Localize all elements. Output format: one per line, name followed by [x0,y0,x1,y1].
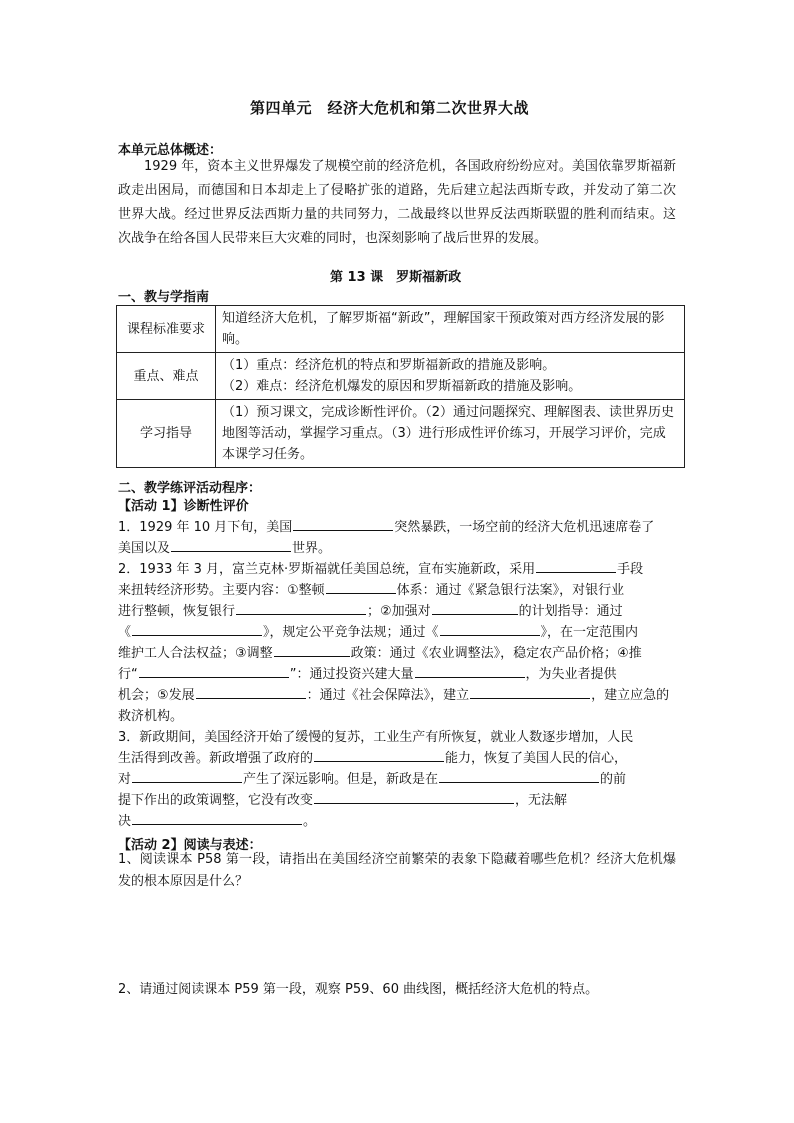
answer-blank[interactable] [274,642,350,657]
question-2-line-3: 进行整顿，恢复银行 ；②加强对 的计划指导：通过 [118,600,623,619]
question-2-line-1: 2．1933 年 3 月，富兰克林·罗斯福就任美国总统，宣布实施新政，采用 手段 [118,558,643,577]
answer-blank[interactable] [536,558,616,573]
answer-blank[interactable] [314,789,514,804]
guide-label: 学习指导 [117,400,216,468]
question-2-line-2: 来扭转经济形势。主要内容：①整顿 体系：通过《紧急银行法案》，对银行业 [118,579,624,598]
activity2-question-2: 2、请通过阅读课本 P59 第一段，观察 P59、60 曲线图，概括经济大危机的特点。 [118,982,599,997]
question-2-line-8: 救济机构。 [118,709,184,724]
answer-blank[interactable] [470,684,590,699]
answer-blank[interactable] [132,768,242,783]
unit-title: 第四单元 经济大危机和第二次世界大战 [250,99,530,117]
guide-content: （1）预习课文，完成诊断性评价。（2）通过问题探究、理解图表、读世界历史地图等活动，掌握学习重点。（3）进行形成性评价练习，开展学习评价，完成本课学习任务。 [216,400,685,468]
guide-content: 知道经济大危机，了解罗斯福“新政”，理解国家干预政策对西方经济发展的影响。 [216,306,685,353]
answer-blank[interactable] [236,600,366,615]
answer-blank[interactable] [432,600,518,615]
question-3-line-4: 提下作出的政策调整，它没有改变 ，无法解 [118,789,567,808]
answer-blank[interactable] [196,684,306,699]
question-2-line-7: 机会；⑤发展 ：通过《社会保障法》，建立 ，建立应急的 [118,684,669,703]
answer-blank[interactable] [439,768,599,783]
answer-blank[interactable] [326,579,396,594]
activity1-heading: 【活动 1】诊断性评价 [118,499,249,514]
question-1-line-1: 1．1929 年 10 月下旬，美国 突然暴跌，一场空前的经济大危机迅速席卷了 [118,516,654,535]
answer-blank[interactable] [139,663,289,678]
activity2-question-1: 1、阅读课本 P58 第一段，请指出在美国经济空前繁荣的表象下隐藏着哪些危机？经济大危机爆发的根本原因是什么？ [118,852,676,889]
question-2-line-5: 维护工人合法权益；③调整 政策：通过《农业调整法》，稳定农产品价格；④推 [118,642,642,661]
guide-row-study-guidance [117,400,685,468]
answer-blank[interactable] [132,621,262,636]
question-3-line-2: 生活得到改善。新政增强了政府的 能力，恢复了美国人民的信心， [118,747,627,766]
question-2-line-6: 行“ ”：通过投资兴建大量 ，为失业者提供 [118,663,617,682]
answer-blank[interactable] [440,621,540,636]
activity2-heading: 【活动 2】阅读与表述： [118,838,262,853]
guide-content: （1）重点：经济危机的特点和罗斯福新政的措施及影响。 （2）难点：经济危机爆发的原因和罗斯福新政的措施及影响。 [216,353,685,400]
question-3-line-5: 决 。 [118,810,316,829]
guide-row-standard [117,306,685,353]
guide-label: 课程标准要求 [117,306,216,353]
overview-heading: 本单元总体概述： [118,143,223,158]
answer-blank[interactable] [314,747,444,762]
guide-label: 重点、难点 [117,353,216,400]
section1-heading: 一、教与学指南 [118,290,210,305]
answer-blank[interactable] [132,810,302,825]
answer-blank[interactable] [415,663,525,678]
question-3-line-1: 3．新政期间，美国经济开始了缓慢的复苏，工业生产有所恢复，就业人数逐步增加，人民 [118,730,634,745]
lesson-title: 第 13 课 罗斯福新政 [330,270,462,285]
section2-heading: 二、教学练评活动程序： [118,481,262,496]
overview-text: 1929 年，资本主义世界爆发了规模空前的经济危机，各国政府纷纷应对。美国依靠罗斯福新政走出困局，而德国和日本却走上了侵略扩张的道路，先后建立起法西斯专政，并发动了第二次世界大战。经过世界反法西斯力量的共同努力，二战最终以世界反法西斯联盟的胜利而结束。这次战争在给各国人民带来巨大灾难的同时，也深刻影响了战后世界的发展。 [118,159,676,246]
answer-blank[interactable] [293,516,393,531]
question-3-line-3: 对 产生了深远影响。但是，新政是在 的前 [118,768,626,787]
guide-row-key-points [117,353,685,400]
guide-table [116,305,685,468]
question-2-line-4: 《 》，规定公平竞争法规；通过《 》，在一定范围内 [118,621,638,640]
question-1-line-2: 美国以及 世界。 [118,537,331,556]
answer-blank[interactable] [171,537,291,552]
